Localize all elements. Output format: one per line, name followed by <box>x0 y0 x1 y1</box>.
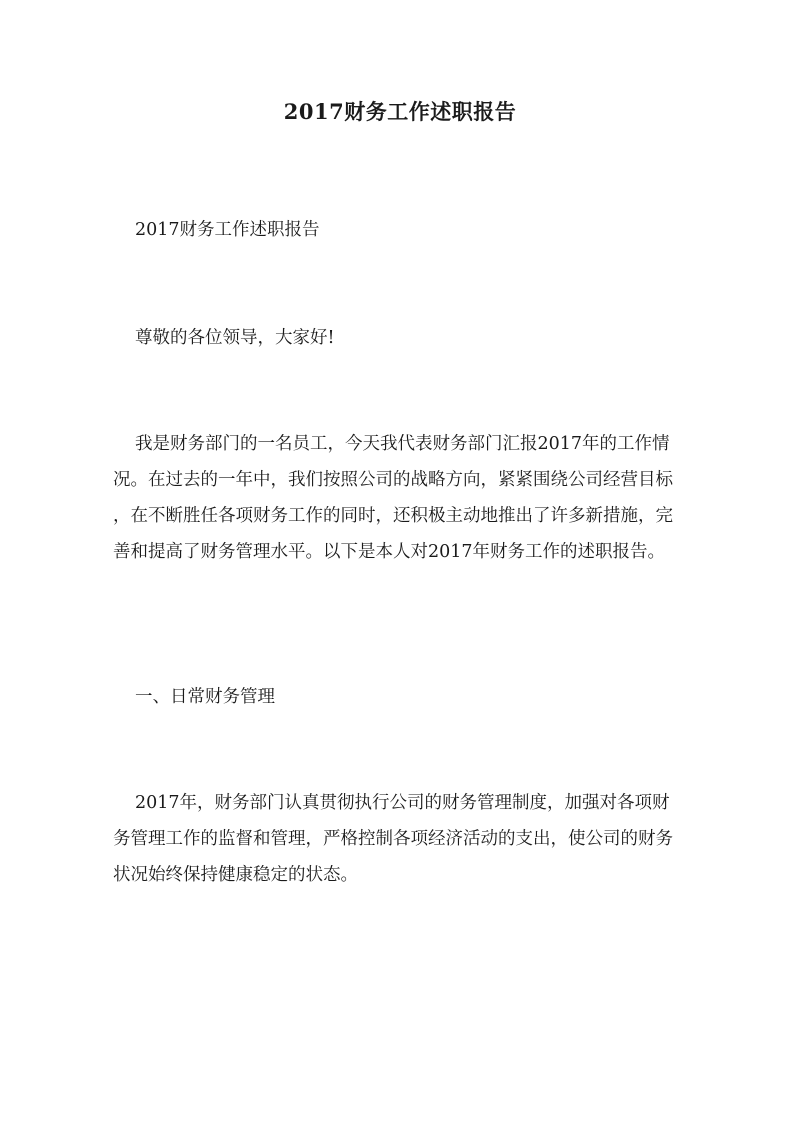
section1-line-1: 2017年，财务部门认真贯彻执行公司的财务管理制度，加强对各项财 <box>135 793 670 813</box>
section1-heading-paragraph <box>113 679 693 715</box>
document-title: 2017财务工作述职报告 <box>283 99 517 124</box>
intro-line-2: 况。在过去的一年中，我们按照公司的战略方向，紧紧围绕公司经营目标 <box>113 470 673 490</box>
section1-line-3: 状况始终保持健康稳定的状态。 <box>113 865 358 885</box>
section1-line-2: 务管理工作的监督和管理，严格控制各项经济活动的支出，使公司的财务 <box>113 829 673 849</box>
subtitle-paragraph <box>113 212 693 248</box>
section1-heading: 一、日常财务管理 <box>135 687 275 707</box>
greeting-paragraph <box>113 320 693 356</box>
section1-paragraph <box>113 785 693 893</box>
intro-paragraph <box>113 426 693 570</box>
intro-line-3: ，在不断胜任各项财务工作的同时，还积极主动地推出了许多新措施，完 <box>113 506 673 526</box>
intro-line-4: 善和提高了财务管理水平。以下是本人对2017年财务工作的述职报告。 <box>113 542 666 562</box>
subtitle-text: 2017财务工作述职报告 <box>135 220 320 240</box>
intro-line-1: 我是财务部门的一名员工，今天我代表财务部门汇报2017年的工作情 <box>135 434 670 454</box>
greeting-text: 尊敬的各位领导，大家好! <box>135 328 335 348</box>
